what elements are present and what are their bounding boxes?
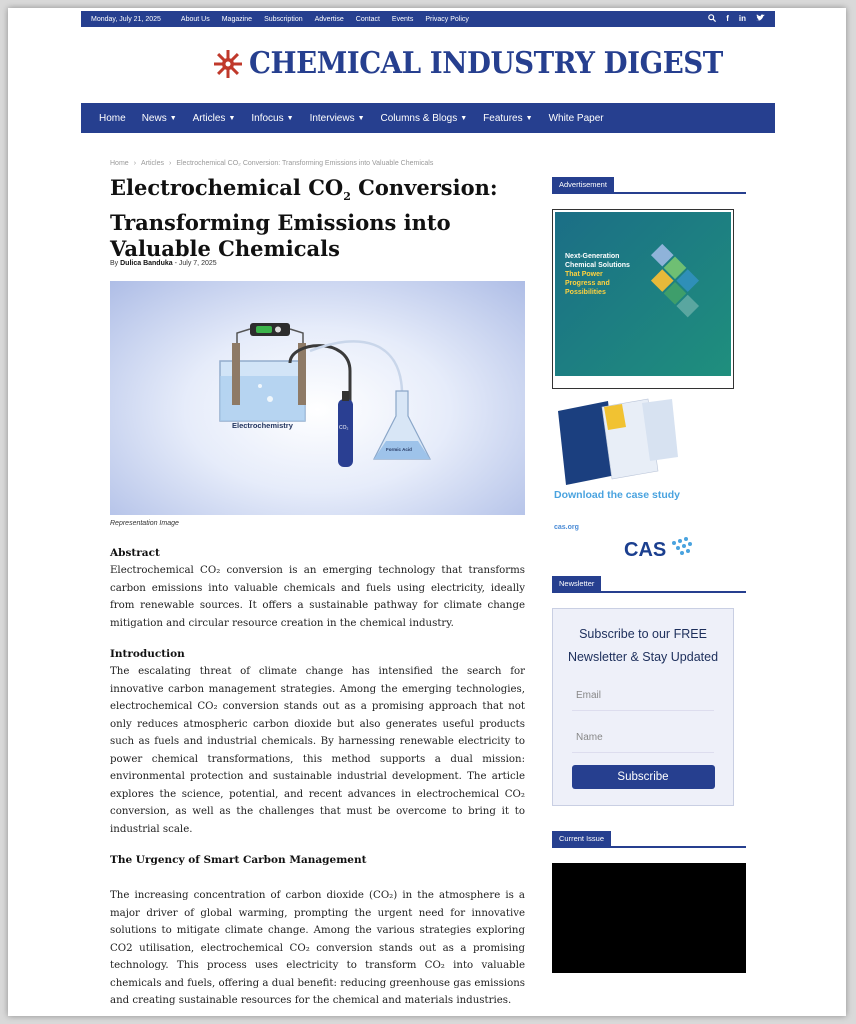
nav-news[interactable]: News ▼ (141, 112, 177, 124)
case-study-ad[interactable] (552, 397, 734, 567)
name-field[interactable] (572, 723, 714, 753)
top-link-subscription[interactable]: Subscription (264, 15, 303, 23)
brochure-image (552, 397, 734, 487)
chevron-down-icon: ▼ (286, 114, 294, 122)
chevron-down-icon: ▼ (228, 114, 236, 122)
author-link[interactable]: Dulica Banduka (120, 260, 173, 267)
chevron-down-icon: ▼ (525, 114, 533, 122)
subscribe-button[interactable]: Subscribe (572, 765, 715, 789)
byline: By Dulica Banduka - July 7, 2025 (110, 260, 217, 267)
breadcrumb-separator: › (168, 160, 172, 167)
nav-infocus[interactable]: Infocus ▼ (251, 112, 294, 124)
label-formic-acid: Formic Acid (386, 447, 412, 452)
top-link-advertise[interactable]: Advertise (314, 15, 344, 23)
breadcrumb-articles[interactable]: Articles (141, 160, 164, 167)
article-title: Electrochemical $CO_2$ Conversion: Transforming Emissions into Valuable Chemicals (110, 175, 498, 262)
social-links (708, 14, 765, 24)
breadcrumb-home[interactable]: Home (110, 160, 129, 167)
breadcrumb-current: Electrochemical CO₂ Conversion: Transforming Emissions into Valuable Chemicals (176, 160, 434, 167)
nav-interviews[interactable]: Interviews ▼ (309, 112, 365, 124)
section-heading: Abstract (110, 547, 160, 559)
case-study-link[interactable]: Download the case study (554, 489, 681, 501)
section-introduction (110, 646, 525, 838)
top-link-events[interactable]: Events (391, 15, 414, 23)
nav-home[interactable]: Home (99, 112, 126, 124)
twitter-icon[interactable] (756, 14, 765, 24)
top-link-contact[interactable]: Contact (355, 15, 380, 23)
current-issue-header: Current Issue (552, 832, 746, 848)
nav-articles[interactable]: Articles ▼ (192, 112, 236, 124)
advertisement-banner[interactable] (552, 209, 734, 389)
logo-text: CHEMICAL INDUSTRY DIGEST (249, 46, 723, 81)
newsletter-form (552, 608, 734, 806)
cas-logo: CAS (624, 539, 667, 561)
featured-image (110, 281, 525, 515)
facebook-icon[interactable]: f (726, 14, 729, 23)
newsletter-header: Newsletter (552, 577, 746, 593)
top-link-magazine[interactable]: Magazine (221, 15, 253, 23)
page (8, 8, 846, 1016)
label-electrochemistry: Electrochemistry (232, 421, 293, 430)
section-text: The increasing concentration of carbon dioxide (CO₂) in the atmosphere is a major driver of global warming, prompting the urgent need for innovative solutions to mitigate climate change. Among the various strategies exploring CO2 utilisation, electrochemical CO₂ conversion stands out as a promising technology. This process uses electricity to transform CO₂ into valuable chemicals and fuels, offering a dual benefit: reducing greenhouse gas emissions and creating sustainable resources for the chemical and materials industries. (110, 890, 525, 1006)
nav-white-paper[interactable]: White Paper (548, 112, 604, 124)
breadcrumb-separator: › (133, 160, 137, 167)
label-co2: CO₂ (339, 425, 349, 431)
breadcrumb (110, 160, 433, 167)
article-body (110, 545, 525, 1016)
publish-date: July 7, 2025 (178, 260, 217, 267)
advertisement-header: Advertisement (552, 178, 746, 194)
nav-features[interactable]: Features ▼ (483, 112, 533, 124)
newsletter-heading: Subscribe to our FREE Newsletter & Stay Updated (567, 627, 719, 664)
logo-snowflake-icon (213, 49, 243, 79)
chevron-down-icon: ▼ (357, 114, 365, 122)
current-issue-cover[interactable] (552, 863, 746, 973)
sidebar (552, 178, 746, 973)
linkedin-icon[interactable]: in (738, 14, 746, 23)
section-abstract (110, 545, 525, 632)
section-heading: The Urgency of Smart Carbon Management (110, 854, 367, 866)
top-link-about[interactable]: About Us (180, 15, 210, 23)
section-heading: Introduction (110, 648, 185, 660)
email-field[interactable] (572, 681, 714, 711)
top-bar (81, 11, 775, 27)
section-urgency (110, 852, 525, 1010)
ad-headline: Next-Generation Chemical Solutions That Power Progress and Possibilities (565, 253, 630, 296)
chevron-down-icon: ▼ (169, 114, 177, 122)
section-text: The escalating threat of climate change has intensified the search for innovative carbon management strategies. Among the emerging technologies, electrochemical CO₂ conversion stands out as a promising approach that not only reduces atmospheric carbon dioxide but also generates useful products such as fuels and industrial chemicals. By harnessing renewable electricity to power chemical transformations, this method supports a dual mission: environmental protection and sustainable industrial development. The article explores the science, potential, and recent advances in electrochemical CO₂ conversion, as well as the challenges that must be overcome to bring it to industrial scale. (110, 666, 525, 835)
cas-dots-icon (670, 537, 694, 559)
nav-columns-blogs[interactable]: Columns & Blogs ▼ (380, 112, 468, 124)
current-date: Monday, July 21, 2025 (91, 15, 161, 23)
top-link-privacy[interactable]: Privacy Policy (425, 15, 469, 23)
chevron-down-icon: ▼ (460, 114, 468, 122)
search-icon[interactable] (708, 14, 716, 24)
main-nav (81, 103, 775, 133)
cas-url[interactable]: cas.org (554, 524, 579, 531)
section-text: Electrochemical CO₂ conversion is an emerging technology that transforms carbon emissions into valuable chemicals and fuels using electricity, ideally from renewable sources. It offers a sustainable pathway for climate change mitigation and circular resource creation in the chemical industry. (110, 565, 525, 629)
top-links (181, 16, 469, 23)
site-logo[interactable] (213, 46, 764, 81)
image-caption: Representation Image (110, 520, 179, 527)
